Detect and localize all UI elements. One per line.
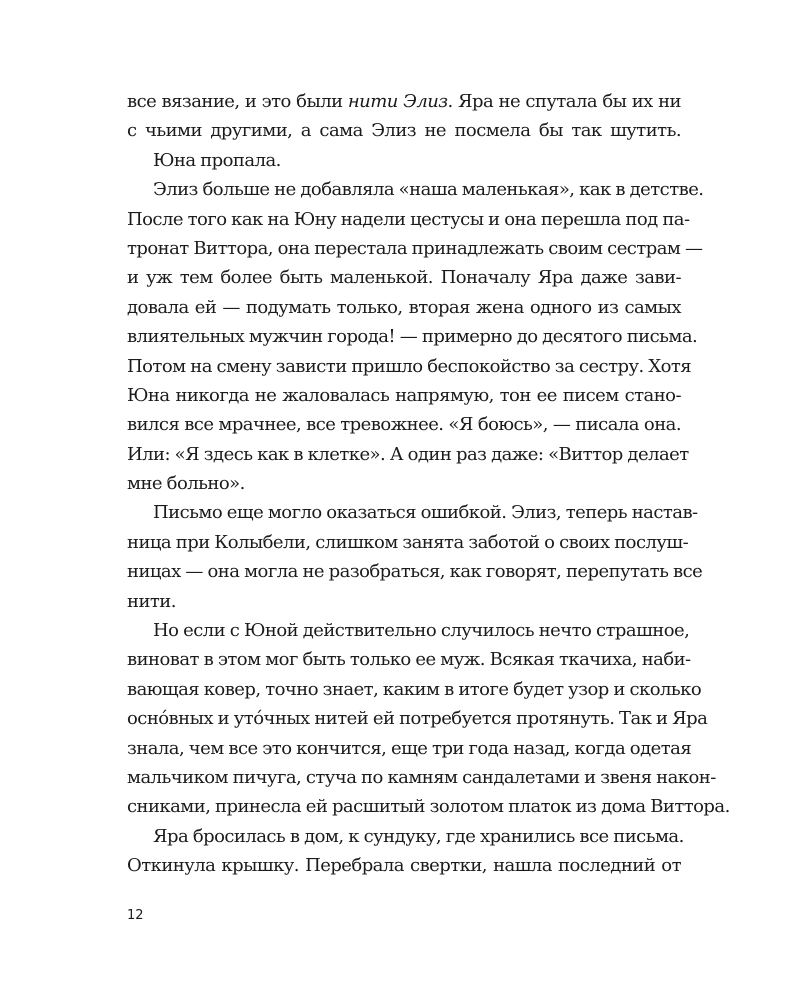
text-line-6: тронат Виттора, она перестала принадлежать своим сестрам — [127, 237, 703, 259]
text-line-12: вился все мрачнее, все тревожнее. «Я боюсь», — писала она. [127, 414, 681, 436]
text-line-20: виноват в этом мог быть только ее муж. Всякая ткачиха, наби- [127, 649, 691, 671]
text-line-25: сниками, принесла ей расшитый золотом платок из дома Виттора. [127, 796, 730, 818]
text-line-7: и уж тем более быть маленькой. Поначалу Яра даже зави- [127, 267, 681, 289]
text-line-21: вающая ковер, точно знает, каким в итоге будет узор и сколько [127, 678, 702, 700]
book-page-text [127, 87, 730, 881]
text-line-13: Или: «Я здесь как в клетке». А один раз даже: «Виттор делает [127, 443, 689, 465]
text-line-9: влиятельных мужчин города! — примерно до десятого письма. [127, 326, 698, 348]
text-line-14: мне больно». [127, 473, 245, 495]
text-line-23: знала, чем все это кончится, еще три года назад, когда одетая [127, 737, 692, 759]
text-line-3: Юна пропала. [153, 149, 281, 171]
text-line-8: довала ей — подумать только, вторая жена одного из самых [127, 296, 681, 318]
text-line-2: с чьими другими, а сама Элиз не посмела бы так шутить. [127, 120, 681, 142]
italic-phrase: нити Элиз [347, 91, 448, 112]
text-line-24: мальчиком пичуга, стуча по камням сандалетами и звеня након- [127, 766, 716, 788]
text-line-5: После того как на Юну надели цестусы и она перешла под па- [127, 208, 690, 230]
text-line-26: Яра бросилась в дом, к сундуку, где хранились все письма. [153, 825, 684, 847]
text-line-15: Письмо еще могло оказаться ошибкой. Элиз, теперь настав- [153, 502, 698, 524]
text-line-27: Откинула крышку. Перебрала свертки, нашла последний от [127, 855, 681, 877]
page-number: 12 [127, 908, 144, 923]
text-line-16: ница при Колыбели, слишком занята заботой о своих послуш- [127, 531, 689, 553]
text-line-11: Юна никогда не жаловалась напрямую, тон ее писем стано- [127, 384, 681, 406]
text-line-22: осно́вных и уто́чных нитей ей потребуется протянуть. Так и Яра [127, 708, 708, 730]
text-line-17: ницах — она могла не разобраться, как говорят, перепутать все [127, 561, 703, 583]
text-line-1: все вязание, и это были нити Элиз. Яра не спутала бы их ни [127, 91, 681, 112]
text-line-19: Но если с Юной действительно случилось нечто страшное, [153, 620, 690, 642]
text-line-4: Элиз больше не добавляла «наша маленькая», как в детстве. [153, 179, 704, 201]
text-line-10: Потом на смену зависти пришло беспокойство за сестру. Хотя [127, 355, 692, 377]
text-line-18: нити. [127, 590, 176, 612]
